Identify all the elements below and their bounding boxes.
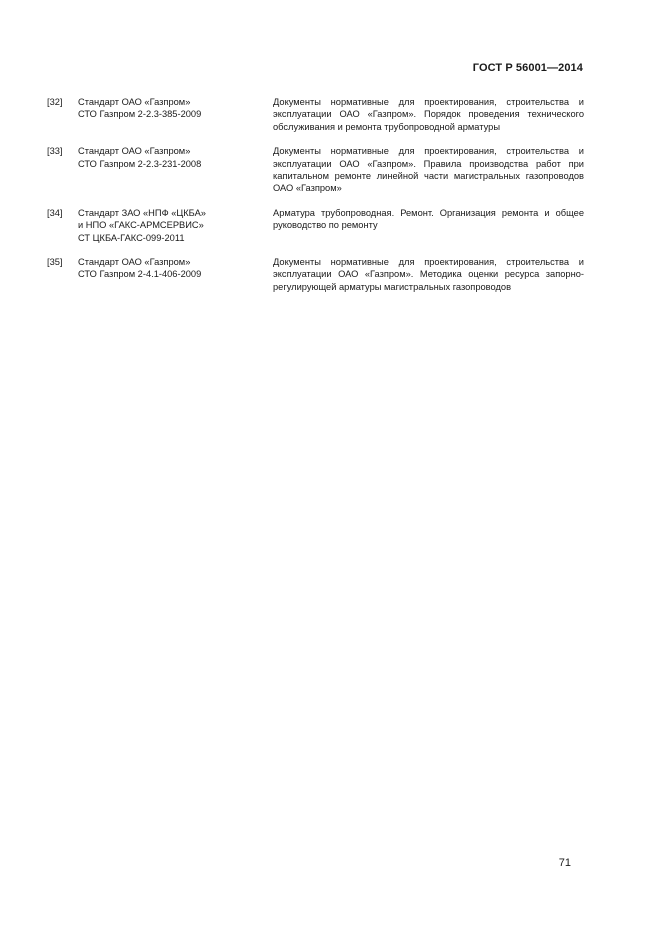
reference-source (78, 256, 273, 293)
reference-source-line: СТО Газпром 2-2.3-231-2008 (78, 158, 202, 169)
reference-title: Арматура трубопроводная. Ремонт. Организация ремонта и общее руководство по ремонту (273, 207, 584, 231)
reference-source (78, 145, 273, 195)
reference-title: Документы нормативные для проектирования, строительства и эксплуатации ОАО «Газпром». Методика оценки ресурса запорно-регулирующей арматуры магистральных газопроводов (273, 257, 584, 292)
reference-number: [34] (47, 207, 63, 218)
reference-source-line: Стандарт ОАО «Газпром» (78, 97, 191, 107)
reference-number: [35] (47, 257, 63, 268)
reference-source-line: СТО Газпром 2-4.1-406-2009 (78, 269, 202, 280)
document-code-header: ГОСТ Р 56001—2014 (472, 62, 583, 74)
reference-item (47, 145, 584, 195)
reference-source-line: Стандарт ОАО «Газпром» (78, 146, 191, 157)
reference-number: [33] (47, 146, 63, 157)
reference-item (47, 96, 584, 133)
reference-source-line: Стандарт ОАО «Газпром» (78, 257, 191, 268)
reference-source (78, 207, 273, 244)
reference-source-line: и НПО «ГАКС-АРМСЕРВИС» (78, 220, 204, 231)
reference-source-line: СТ ЦКБА-ГАКС-099-2011 (78, 232, 185, 243)
reference-item (47, 256, 584, 293)
reference-source (78, 96, 273, 133)
reference-item (47, 207, 584, 244)
reference-source-line: СТО Газпром 2-2.3-385-2009 (78, 109, 202, 120)
reference-title: Документы нормативные для проектирования, строительства и эксплуатации ОАО «Газпром». Порядок проведения технического обслуживания и ремонта трубопроводной арматуры (273, 97, 584, 132)
references-list (47, 96, 584, 293)
reference-title: Документы нормативные для проектирования, строительства и эксплуатации ОАО «Газпром». Правила производства работ при капитальном ремонте линейной части магистральных газопроводов ОАО «Газпром» (273, 146, 584, 194)
reference-number: [32] (47, 97, 63, 107)
reference-source-line: Стандарт ЗАО «НПФ «ЦКБА» (78, 207, 206, 218)
page-number: 71 (558, 857, 571, 869)
